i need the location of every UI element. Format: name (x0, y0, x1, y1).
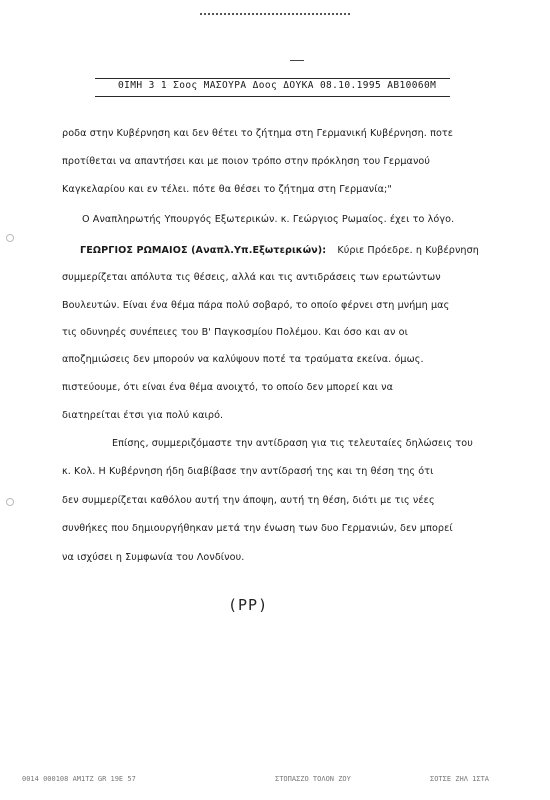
handwritten-annotation: (ΡΡ) (228, 596, 269, 614)
text-line: Επίσης, συμμεριζόμαστε την αντίδραση για τις τελευταίες δηλώσεις του (112, 438, 473, 449)
text-line: συμμερίζεται απόλυτα τις θέσεις, αλλά και τις αντιδράσεις των ερωτώντων (62, 272, 441, 283)
text-line: να ισχύσει η Συμφωνία του Λονδίνου. (62, 552, 245, 563)
text-line: κ. Κολ. Η Κυβέρνηση ήδη διαβίβασε την αντίδρασή της και τη θέση της ότι (62, 466, 434, 477)
punch-hole-mark (6, 234, 14, 242)
footer-left: 0014 000108 AM1TZ GR 19E 57 (22, 775, 136, 783)
punch-hole-mark (6, 498, 14, 506)
text-line: Ο Αναπληρωτής Υπουργός Εξωτερικών. κ. Γεώργιος Ρωμαίος. έχει το λόγο. (82, 214, 455, 225)
footer-middle: ΣΤΟΠΑΣΖΟ ΤΟΛΟΝ ΖΟΥ (275, 775, 351, 783)
text-line: ροδα στην Κυβέρνηση και δεν θέτει το ζήτημα στη Γερμανική Κυβέρνηση. ποτε (62, 128, 454, 139)
document-header: ΘΙΜΗ 3 1 Σοος ΜΑΣΟΥΡΑ Δοος ΔΟΥΚΑ 08.10.1995 ΑΒ10060Μ (118, 80, 437, 91)
text-line: αποζημιώσεις δεν μπορούν να καλύψουν ποτέ τα τραύματα εκείνα. όμως. (62, 354, 424, 365)
pen-mark (290, 60, 304, 61)
text-line: Βουλευτών. Είναι ένα θέμα πάρα πολύ σοβαρό, το οποίο φέρνει στη μνήμη μας (62, 300, 450, 311)
text-line: διατηρείται έτσι για πολύ καιρό. (62, 410, 224, 421)
speaker-line (80, 245, 479, 256)
text-line: προτίθεται να απαντήσει και με ποιον τρόπο στην πρόκληση του Γερμανού (62, 156, 431, 167)
text-line: πιστεύουμε, ότι είναι ένα θέμα ανοιχτό, το οποίο δεν μπορεί και να (62, 382, 394, 393)
speaker-name: ΓΕΩΡΓΙΟΣ ΡΩΜΑΙΟΣ (Αναπλ.Υπ.Εξωτερικών): (80, 245, 327, 256)
top-scan-mark (200, 13, 350, 15)
header-rule-bottom (95, 96, 450, 97)
text-line: Καγκελαρίου και εν τέλει. πότε θα θέσει το ζήτημα στη Γερμανία;" (62, 184, 392, 195)
footer-right: ΣΟΤΣΕ ΖΗΛ 1ΣΤΑ (430, 775, 490, 783)
text-line: συνθήκες που δημιουργήθηκαν μετά την ένωση των δυο Γερμανιών, δεν μπορεί (62, 523, 453, 534)
text-line: δεν συμμερίζεται καθόλου αυτή την άποψη, αυτή τη θέση, διότι με τις νέες (62, 495, 435, 506)
text-line: τις οδυνηρές συνέπειες του Β' Παγκοσμίου Πολέμου. Και όσο και αν οι (62, 327, 408, 338)
header-rule-top (95, 78, 450, 79)
speaker-text: Κύριε Πρόεδρε. η Κυβέρνηση (337, 245, 479, 256)
